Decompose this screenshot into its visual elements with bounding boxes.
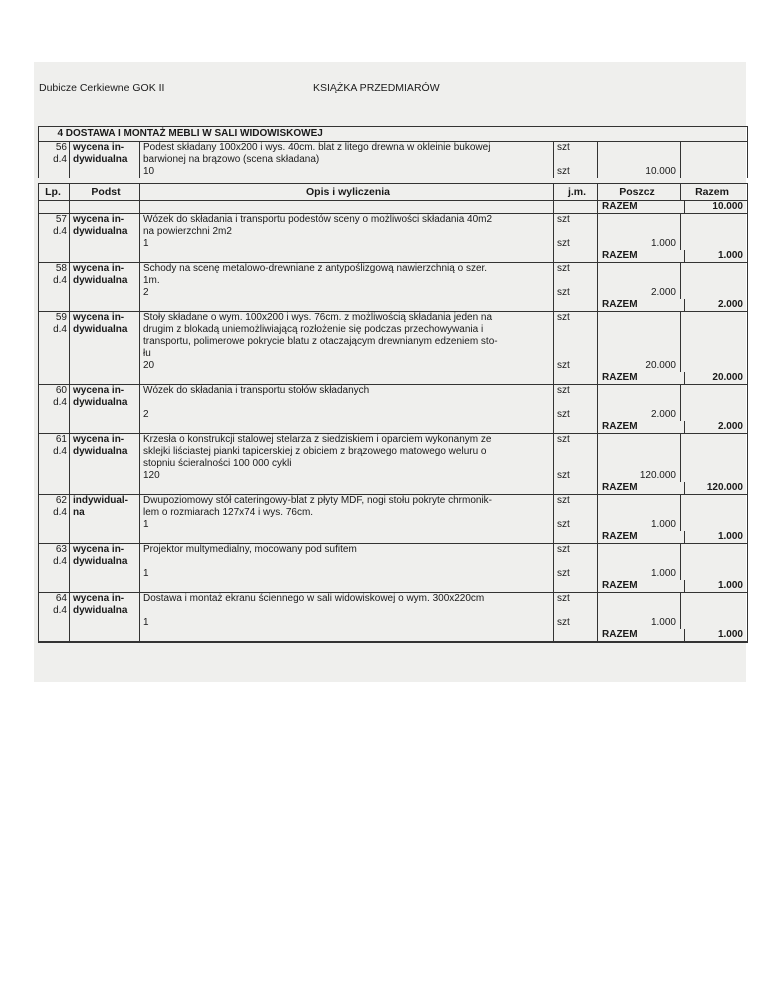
document-header-left: Dubicze Cerkiewne GOK II — [39, 82, 165, 94]
item-unit: szt — [554, 519, 598, 531]
razem-label: RAZEM — [598, 629, 685, 641]
header-opis: Opis i wyliczenia — [140, 184, 554, 200]
item-lp: 60 — [55, 385, 67, 396]
item-unit: szt — [554, 142, 598, 154]
item-unit: szt — [554, 238, 598, 250]
item-unit: szt — [554, 263, 598, 275]
razem-value: 120.000 — [706, 482, 743, 493]
item-desc-line: Schody na scenę metalowo-drewniane z antypoślizgową nawierzchnią o szer. — [140, 263, 554, 275]
item-desc-line: Dwupoziomowy stół cateringowy-blat z płyty MDF, nogi stołu pokryte chrmonik- — [140, 495, 554, 507]
item-poszcz: 1.000 — [598, 617, 681, 629]
item-podst: wycena in- — [69, 312, 140, 324]
item-lp: 61 — [55, 434, 67, 445]
item-podst: dywidualna — [69, 275, 140, 287]
item-unit: szt — [554, 287, 598, 299]
razem-value: 1.000 — [717, 629, 743, 640]
item-lp-suffix: d.4 — [53, 397, 67, 408]
item-desc-line: łu — [140, 348, 554, 360]
item-desc-line: transportu, polimerowe pokrycie blatu z otaczającym drewnianym edzeniem sto- — [140, 336, 554, 348]
section-first-item-row — [39, 142, 747, 154]
item-desc-line — [140, 605, 554, 617]
item-unit: szt — [554, 434, 598, 446]
item-podst: wycena in- — [69, 142, 140, 154]
item-unit: szt — [554, 495, 598, 507]
razem-value: 1.000 — [717, 250, 743, 261]
section-title-row — [39, 127, 747, 142]
item-quantity: 1 — [140, 617, 554, 629]
item-unit: szt — [554, 409, 598, 421]
item-quantity: 1 — [140, 519, 554, 531]
item-lp-suffix: d.4 — [53, 446, 67, 457]
item-desc-line: 1m. — [140, 275, 554, 287]
item-poszcz: 20.000 — [598, 360, 681, 372]
item-podst: indywidual- — [69, 495, 140, 507]
item-lp: 58 — [55, 263, 67, 274]
item-desc-line: lem o rozmiarach 127x74 i wys. 76cm. — [140, 507, 554, 519]
item-desc-line: drugim z blokadą uniemożliwiającą rozłożenie się podczas przechowywania i — [140, 324, 554, 336]
item-unit: szt — [554, 360, 598, 372]
item-poszcz: 10.000 — [598, 166, 681, 178]
item-lp: 64 — [55, 593, 67, 604]
items-list — [39, 214, 747, 642]
item-desc-line: Wózek do składania i transportu podestów sceny o możliwości składania 40m2 — [140, 214, 554, 226]
item-lp-suffix: d.4 — [53, 507, 67, 518]
razem-value: 2.000 — [717, 421, 743, 432]
item-desc-line — [140, 397, 554, 409]
section-title: DOSTAWA I MONTAŻ MEBLI W SALI WIDOWISKOWEJ — [65, 128, 323, 139]
item-unit: szt — [554, 166, 598, 178]
item-podst: dywidualna — [69, 324, 140, 336]
header-podst: Podst — [69, 184, 140, 200]
item-desc-line: na powierzchni 2m2 — [140, 226, 554, 238]
header-jm: j.m. — [554, 184, 598, 200]
item-quantity: 1 — [140, 238, 554, 250]
razem-label: RAZEM — [598, 531, 685, 543]
item-desc-line: Podest składany 100x200 i wys. 40cm. blat z litego drewna w okleinie bukowej — [140, 142, 554, 154]
item-poszcz: 1.000 — [598, 238, 681, 250]
item-podst: dywidualna — [69, 556, 140, 568]
item-podst: wycena in- — [69, 214, 140, 226]
table-row — [39, 263, 747, 312]
item-desc-line: stopniu ścieralności 100 000 cykli — [140, 458, 554, 470]
table-row — [39, 593, 747, 642]
item-lp-suffix: d.4 — [53, 556, 67, 567]
item-quantity: 10 — [140, 166, 554, 178]
header-razem: Razem — [695, 186, 729, 198]
razem-label: RAZEM — [598, 372, 685, 384]
item-podst: na — [69, 507, 140, 519]
item-unit: szt — [554, 385, 598, 397]
item-desc-line: Projektor multymedialny, mocowany pod sufitem — [140, 544, 554, 556]
item-lp: 57 — [55, 214, 67, 225]
table-header — [39, 184, 747, 201]
item-podst-2: dywidualna — [69, 154, 140, 166]
item-quantity: 2 — [140, 409, 554, 421]
item-lp-suffix: d.4 — [53, 275, 67, 286]
item-unit: szt — [554, 312, 598, 324]
section-block — [38, 126, 748, 178]
razem-label: RAZEM — [598, 250, 685, 262]
item-unit: szt — [554, 617, 598, 629]
section-number: 4 — [57, 128, 63, 139]
item-quantity: 2 — [140, 287, 554, 299]
item-poszcz: 120.000 — [598, 470, 681, 482]
item-podst: dywidualna — [69, 397, 140, 409]
item-lp-suffix: d.4 — [53, 226, 67, 237]
item-lp-suffix: d.4 — [53, 605, 67, 616]
item-lp: 63 — [55, 544, 67, 555]
razem-label: RAZEM — [598, 201, 685, 213]
item-quantity: 120 — [140, 470, 554, 482]
item-unit: szt — [554, 544, 598, 556]
item-lp-suffix: d.4 — [53, 154, 67, 165]
item-quantity: 1 — [140, 568, 554, 580]
table-row — [39, 544, 747, 593]
table-row — [39, 495, 747, 544]
item-podst: wycena in- — [69, 434, 140, 446]
razem-value: 10.000 — [712, 201, 743, 212]
table-row — [39, 214, 747, 263]
item-podst: dywidualna — [69, 605, 140, 617]
table-row — [39, 434, 747, 495]
item-unit: szt — [554, 470, 598, 482]
razem-value: 1.000 — [717, 531, 743, 542]
items-table — [38, 183, 748, 643]
item-desc-line — [140, 556, 554, 568]
razem-row — [39, 201, 747, 214]
item-poszcz: 2.000 — [598, 409, 681, 421]
item-lp: 62 — [55, 495, 67, 506]
table-row — [39, 312, 747, 385]
header-lp: Lp. — [45, 186, 61, 198]
razem-label: RAZEM — [598, 580, 685, 592]
item-quantity: 20 — [140, 360, 554, 372]
item-desc-line: Dostawa i montaż ekranu ściennego w sali widowiskowej o wym. 300x220cm — [140, 593, 554, 605]
table-row — [39, 385, 747, 434]
header-poszcz: Poszcz — [598, 184, 681, 200]
razem-label: RAZEM — [598, 299, 685, 311]
item-desc-line: Krzesła o konstrukcji stalowej stelarza z siedziskiem i oparciem wykonanym ze — [140, 434, 554, 446]
item-desc-line: barwionej na brązowo (scena składana) — [140, 154, 554, 166]
razem-label: RAZEM — [598, 421, 685, 433]
item-desc-line: sklejki liściastej pianki tapicerskiej z obiciem z brązowego matowego weluru o — [140, 446, 554, 458]
item-poszcz: 1.000 — [598, 568, 681, 580]
item-desc-line: Stoły składane o wym. 100x200 i wys. 76cm. z możliwością składania jeden na — [140, 312, 554, 324]
item-podst: dywidualna — [69, 226, 140, 238]
item-lp: 59 — [55, 312, 67, 323]
item-poszcz: 2.000 — [598, 287, 681, 299]
item-podst: wycena in- — [69, 544, 140, 556]
razem-value: 20.000 — [712, 372, 743, 383]
razem-value: 2.000 — [717, 299, 743, 310]
document-header-title: KSIĄŻKA PRZEDMIARÓW — [313, 82, 440, 94]
item-unit: szt — [554, 568, 598, 580]
item-podst: wycena in- — [69, 263, 140, 275]
item-podst: wycena in- — [69, 593, 140, 605]
item-podst: dywidualna — [69, 446, 140, 458]
item-podst: wycena in- — [69, 385, 140, 397]
item-unit: szt — [554, 214, 598, 226]
razem-label: RAZEM — [598, 482, 685, 494]
item-desc-line: Wózek do składania i transportu stołów składanych — [140, 385, 554, 397]
item-lp: 56 — [55, 142, 67, 153]
razem-value: 1.000 — [717, 580, 743, 591]
item-lp-suffix: d.4 — [53, 324, 67, 335]
item-poszcz: 1.000 — [598, 519, 681, 531]
item-unit: szt — [554, 593, 598, 605]
